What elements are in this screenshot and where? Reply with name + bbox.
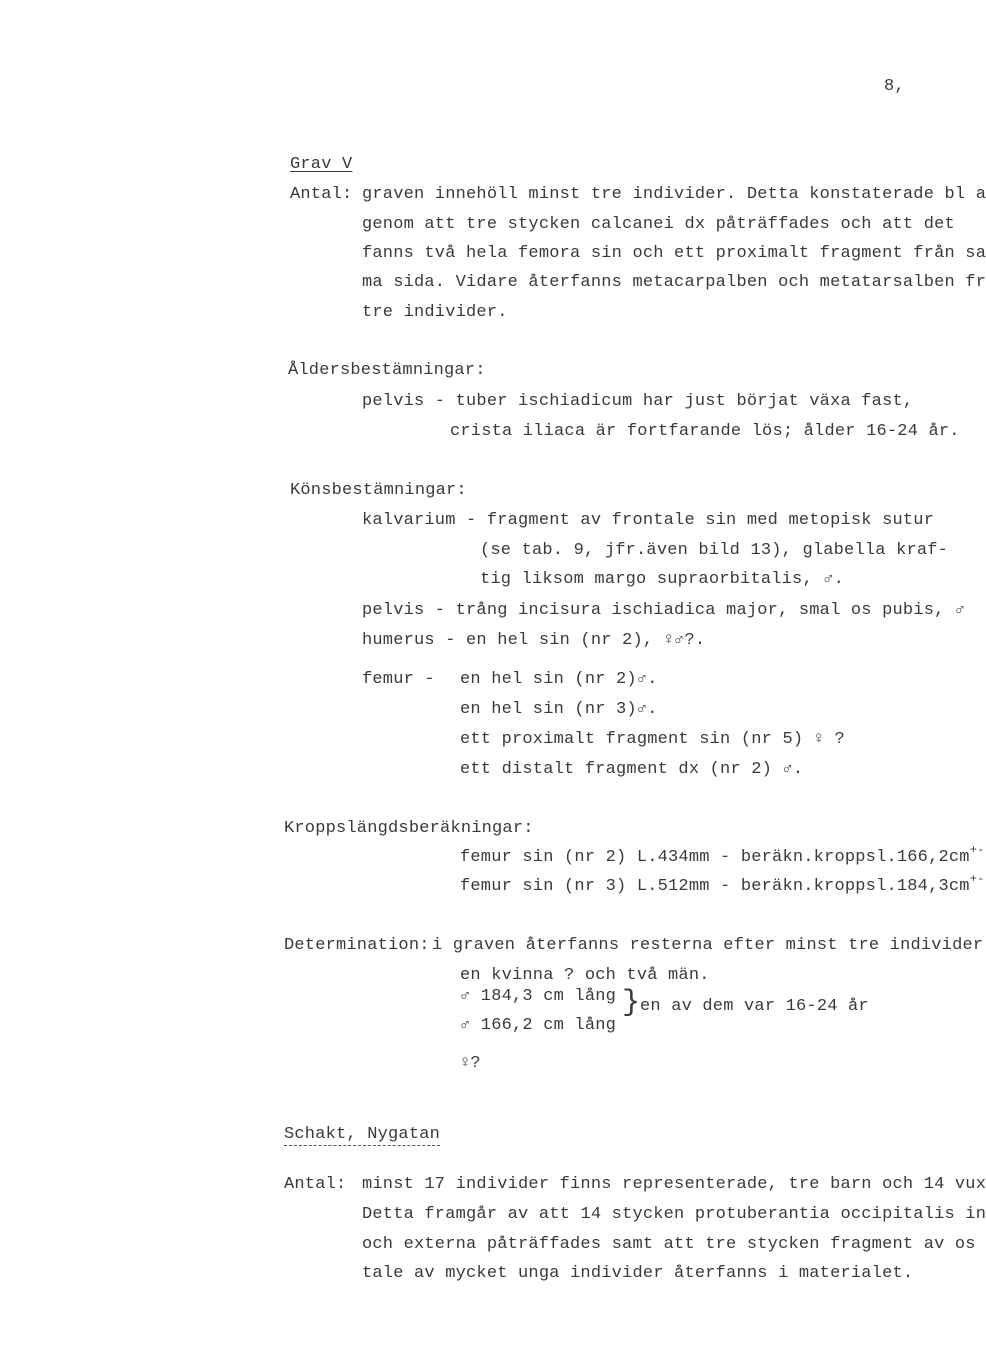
schakt-line: Detta framgår av att 14 stycken protuberantia occipitalis in bbox=[362, 1205, 986, 1224]
antal-line: ma sida. Vidare återfanns metacarpalben och metatarsalben fr bbox=[362, 273, 986, 292]
male-166: ♂ 166,2 cm lång bbox=[460, 1016, 617, 1035]
kalvarium-line: kalvarium - fragment av frontale sin med metopisk sutur bbox=[362, 511, 935, 530]
alder-line: crista iliaca är fortfarande lös; ålder 16-24 år. bbox=[450, 422, 960, 441]
determination-label: Determination: bbox=[284, 936, 430, 955]
plus-minus: +- bbox=[969, 843, 985, 857]
antal-line: genom att tre stycken calcanei dx påträffades och att det bbox=[362, 215, 955, 234]
schakt-line: och externa påträffades samt att tre stycken fragment av os bbox=[362, 1235, 976, 1254]
kropp-line bbox=[460, 872, 985, 896]
schakt-line: tale av mycket unga individer återfanns i materialet. bbox=[362, 1264, 914, 1283]
antal-line: tre individer. bbox=[362, 303, 508, 322]
femur-line: en hel sin (nr 2)♂. bbox=[460, 670, 658, 689]
brace-text: en av dem var 16-24 år bbox=[640, 997, 869, 1016]
kropp-heading: Kroppslängdsberäkningar: bbox=[284, 819, 534, 838]
section-heading-grav-v: Grav V bbox=[290, 155, 353, 174]
alder-line: pelvis - tuber ischiadicum har just börjat växa fast, bbox=[362, 392, 914, 411]
male-184: ♂ 184,3 cm lång bbox=[460, 987, 617, 1006]
section-heading-schakt: Schakt, Nygatan bbox=[284, 1125, 441, 1144]
antal-label: Antal: bbox=[290, 185, 353, 204]
determination-line: en kvinna ? och två män. bbox=[460, 966, 710, 985]
kalvarium-line: (se tab. 9, jfr.även bild 13), glabella kraf- bbox=[480, 541, 949, 560]
femur-label: femur - bbox=[362, 670, 435, 689]
plus-minus: +- bbox=[969, 872, 985, 886]
kropp-line-text: femur sin (nr 2) L.434mm - beräkn.kroppsl.166,2cm bbox=[460, 848, 970, 867]
kropp-line-text: femur sin (nr 3) L.512mm - beräkn.kroppsl.184,3cm bbox=[460, 877, 970, 896]
kropp-line bbox=[460, 843, 985, 867]
schakt-antal-label: Antal: bbox=[284, 1175, 347, 1194]
antal-line: graven innehöll minst tre individer. Detta konstaterade bl a bbox=[362, 185, 986, 204]
determination-line: i graven återfanns resterna efter minst tre individer bbox=[432, 936, 984, 955]
antal-line: fanns två hela femora sin och ett proximalt fragment från sa bbox=[362, 244, 986, 263]
femur-line: ett distalt fragment dx (nr 2) ♂. bbox=[460, 760, 804, 779]
kalvarium-line: tig liksom margo supraorbitalis, ♂. bbox=[480, 570, 845, 589]
schakt-line: minst 17 individer finns representerade, tre barn och 14 vux bbox=[362, 1175, 986, 1194]
female-question: ♀? bbox=[460, 1054, 481, 1073]
femur-line: ett proximalt fragment sin (nr 5) ♀ ? bbox=[460, 730, 845, 749]
alder-heading: Åldersbestämningar: bbox=[288, 361, 486, 380]
humerus-line: humerus - en hel sin (nr 2), ♀♂?. bbox=[362, 631, 706, 650]
femur-line: en hel sin (nr 3)♂. bbox=[460, 700, 658, 719]
page-number: 8, bbox=[884, 77, 905, 96]
pelvis-line: pelvis - trång incisura ischiadica major, smal os pubis, ♂ bbox=[362, 601, 966, 620]
kon-heading: Könsbestämningar: bbox=[290, 481, 467, 500]
brace: } bbox=[622, 986, 641, 1020]
